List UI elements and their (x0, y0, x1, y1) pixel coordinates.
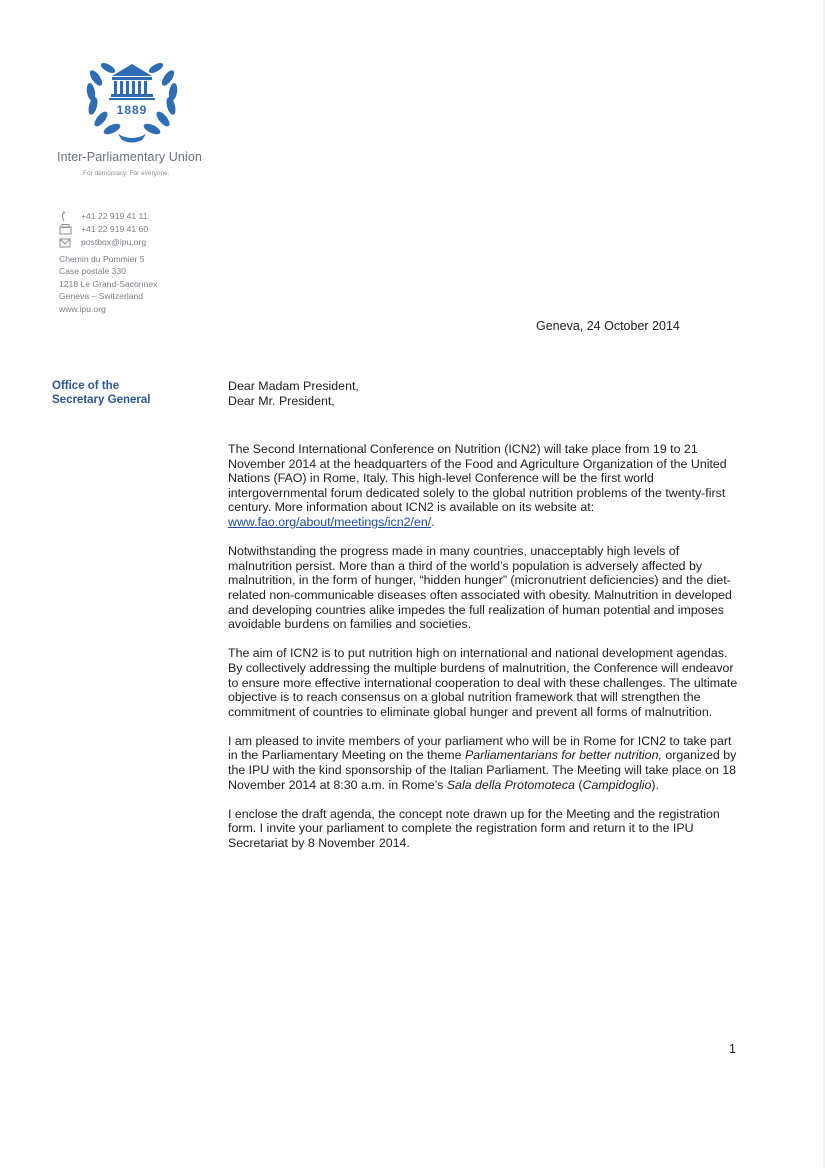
email-address[interactable]: postbox@ipu.org (81, 237, 147, 247)
fax-number: +41 22 919 41 60 (81, 224, 149, 234)
salutation-line: Dear Mr. President, (228, 393, 335, 408)
paragraph-icn2-intro (228, 442, 743, 530)
postal-address (59, 253, 157, 315)
paragraph-malnutrition: Notwithstanding the progress made in many countries, unacceptably high levels of malnutrition persist. More than a third of the world’s population is adversely affected by malnutrition, in the form of hunger, “hidden hunger” (micronutrient deficiencies) and the diet-related non-communicable diseases often associated with obesity. Malnutrition in developed and developing countries alike impedes the full realization of human potential and imposes avoidable burdens on families and societies. (228, 544, 732, 632)
paragraph-text: I am pleased to invite members of your parliament who will be in Rome for ICN2 to take part in the Parliamentary Meeting on the theme (228, 733, 732, 763)
address-line: Geneva – Switzerland (59, 291, 144, 302)
contact-block (59, 210, 148, 249)
office-line: Office of the (52, 380, 120, 392)
letter-date: Geneva, 24 October 2014 (536, 319, 680, 333)
paragraph-text: organized by the IPU with the kind sponsorship of the Italian Parliament. The Meeting will take place on 18 November 2014 at 8:30 a.m. in Rome’s (228, 748, 737, 792)
phone-row (59, 210, 148, 223)
paragraph-text: ). (651, 777, 659, 792)
salutation-line: Dear Madam President, (228, 379, 359, 393)
logo-year: 1889 (116, 103, 148, 117)
page-number: 1 (729, 1042, 736, 1056)
paragraph-text: . (431, 514, 435, 529)
ipu-logo (82, 50, 182, 144)
fax-row (59, 223, 148, 236)
office-line: Secretary General (52, 394, 151, 406)
org-tagline: For democracy. For everyone. (83, 170, 170, 177)
meeting-venue: Sala della Protomoteca (446, 777, 575, 792)
envelope-icon (59, 237, 74, 248)
email-row (59, 236, 148, 249)
address-line: Case postale 330 (59, 266, 126, 277)
paragraph-enclosures: I enclose the draft agenda, the concept note drawn up for the Meeting and the registration form. I invite your parliament to complete the registration form and return it to the IPU Secretariat by 8 November 2014. (228, 806, 720, 851)
meeting-venue-location: Campidoglio (582, 777, 652, 792)
org-name: Inter-Parliamentary Union (57, 150, 202, 164)
paragraph-aim: The aim of ICN2 is to put nutrition high on international and national development agendas. By collectively addressing the multiple burdens of malnutrition, the Conference will endeavor to ensure more effective international cooperation to deal with these challenges. The ultimate objective is to reach consensus on a global nutrition framework that will strengthen the commitment of countries to eliminate global hunger and prevent all forms of malnutrition. (228, 646, 738, 719)
letter-body (228, 442, 743, 865)
phone-number[interactable]: +41 22 919 41 11 (81, 211, 148, 221)
fax-icon (59, 224, 74, 235)
paragraph-invitation (228, 734, 743, 792)
icn2-website-link[interactable]: www.fao.org/about/meetings/icn2/en/ (228, 514, 432, 529)
paragraph-text: ( (574, 777, 583, 792)
meeting-theme: Parliamentarians for better nutrition, (464, 748, 662, 763)
phone-icon (59, 211, 74, 222)
salutation (228, 379, 359, 408)
website-link[interactable]: www.ipu.org (59, 303, 106, 314)
address-line: Chemin du Pommier 5 (59, 254, 145, 264)
address-line: 1218 Le Grand-Saconnex (59, 278, 158, 289)
paragraph-text: The Second International Conference on Nutrition (ICN2) will take place from 19 to 21 November 2014 at the headquarters of the Food and Agriculture Organization of the United Nations (FAO) in Rome, Italy. This high-level Conference will be the first world intergovernmental forum dedicated solely to the global nutrition problems of the twenty-first century. More information about ICN2 is available on its website at: (228, 442, 727, 515)
office-heading (52, 379, 150, 407)
